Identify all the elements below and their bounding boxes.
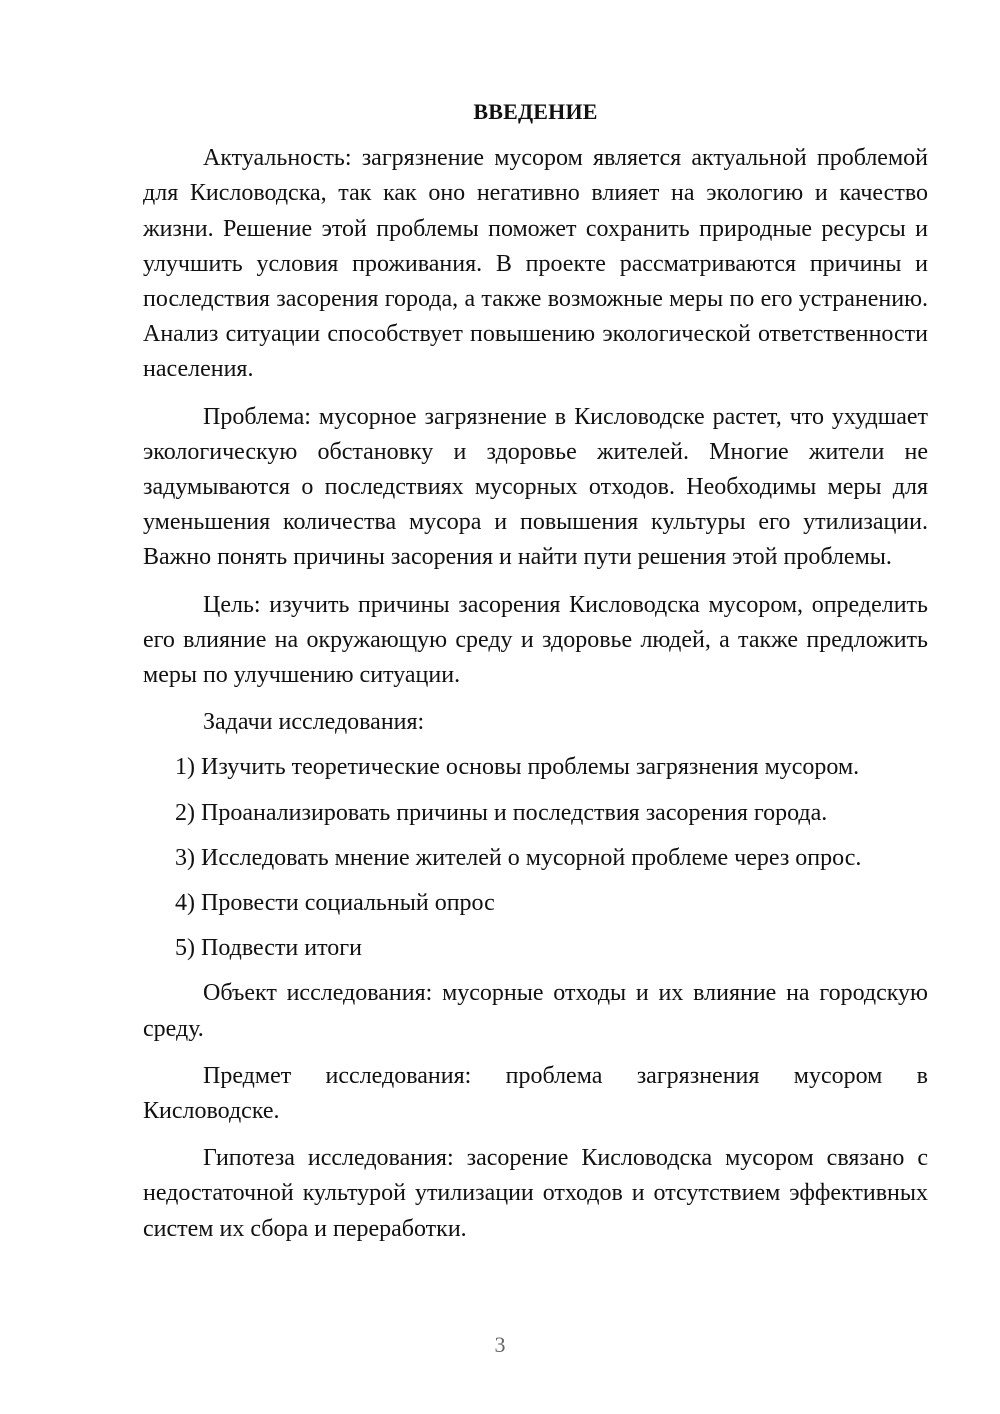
goal-paragraph: Цель: изучить причины засорения Кисловодска мусором, определить его влияние на окружающую среду и здоровье людей, а также предложить меры по улучшению ситуации. [143,591,928,689]
research-subject-paragraph: Предмет исследования: проблема загрязнения мусором в Кисловодске. [143,1062,928,1125]
section-heading: ВВЕДЕНИЕ [473,99,598,124]
task-item-1: 1) Изучить теоретические основы проблемы загрязнения мусором. [175,754,860,781]
page-number: 3 [494,1332,506,1357]
tasks-title: Задачи исследования: [203,709,425,736]
page-content [143,94,928,1247]
task-item-5: 5) Подвести итоги [175,935,362,962]
problem-paragraph: Проблема: мусорное загрязнение в Кисловодске растет, что ухудшает экологическую обстановку и здоровье жителей. Многие жители не задумываются о последствиях мусорных отходов. Необходимы меры для уменьшения количества мусора и повышения культуры его утилизации. Важно понять причины засорения и найти пути решения этой проблемы. [143,403,928,571]
research-hypothesis-paragraph: Гипотеза исследования: засорение Кисловодска мусором связано с недостаточной культурой утилизации отходов и отсутствием эффективных систем их сбора и переработки. [143,1145,928,1242]
task-item-4: 4) Провести социальный опрос [175,890,495,917]
task-item-3: 3) Исследовать мнение жителей о мусорной проблеме через опрос. [175,844,862,871]
tasks-list [143,750,928,966]
relevance-paragraph: Актуальность: загрязнение мусором является актуальной проблемой для Кисловодска, так как оно негативно влияет на экологию и качество жизни. Решение этой проблемы поможет сохранить природные ресурсы и улучшить условия проживания. В проекте рассматриваются причины и последствия засорения города, а также возможные меры по его устранению. Анализ ситуации способствует повышению экологической ответственности населения. [143,145,928,383]
task-item-2: 2) Проанализировать причины и последствия засорения города. [175,799,828,826]
research-object-paragraph: Объект исследования: мусорные отходы и их влияние на городскую среду. [143,980,928,1042]
